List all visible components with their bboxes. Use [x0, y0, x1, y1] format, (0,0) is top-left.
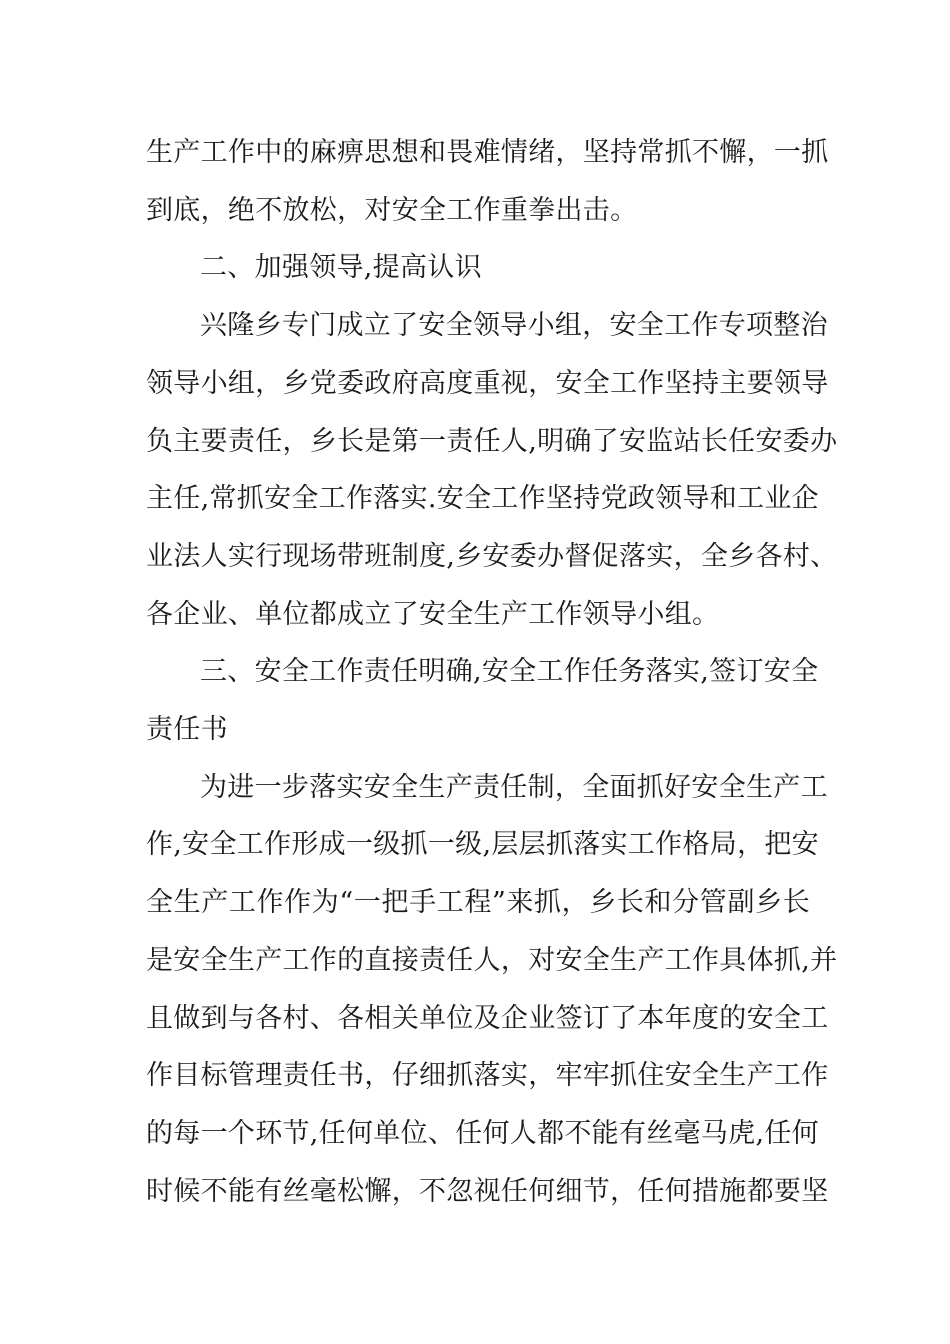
text-line: 业法人实行现场带班制度,乡安委办督促落实，全乡各村、 — [146, 540, 838, 572]
text-line: 到底，绝不放松，对安全工作重拳出击。 — [146, 194, 638, 226]
text-line: 兴隆乡专门成立了安全领导小组，安全工作专项整治 — [200, 310, 828, 342]
paragraph-leadership — [146, 297, 838, 643]
text-line: 是安全生产工作的直接责任人，对安全生产工作具体抓,并 — [146, 944, 838, 976]
document-body — [146, 124, 838, 1220]
text-line: 且做到与各村、各相关单位及企业签订了本年度的安全工 — [146, 1002, 829, 1034]
text-line: 作目标管理责任书，仔细抓落实，牢牢抓住安全生产工作 — [146, 1060, 829, 1092]
paragraph-continuation — [146, 124, 829, 239]
paragraph-responsibility — [146, 759, 838, 1221]
heading-text: 二、加强领导,提高认识 — [200, 252, 482, 284]
text-line: 作,安全工作形成一级抓一级,层层抓落实工作格局，把安 — [146, 829, 819, 861]
text-line: 为进一步落实安全生产责任制，全面抓好安全生产工 — [200, 771, 828, 803]
section-heading-2 — [146, 239, 810, 297]
text-line: 生产工作中的麻痹思想和畏难情绪，坚持常抓不懈，一抓 — [146, 137, 829, 168]
text-line: 领导小组，乡党委政府高度重视，安全工作坚持主要领导 — [146, 367, 829, 399]
text-line: 全生产工作作为“一把手工程”来抓，乡长和分管副乡长 — [146, 887, 810, 919]
section-heading-3 — [146, 643, 819, 758]
text-line: 各企业、单位都成立了安全生产工作领导小组。 — [146, 598, 720, 630]
heading-text: 责任书 — [146, 714, 228, 746]
text-line: 的每一个环节,任何单位、任何人都不能有丝毫马虎,任何 — [146, 1117, 819, 1149]
text-line: 时候不能有丝毫松懈，不忽视任何细节，任何措施都要坚 — [146, 1175, 829, 1207]
heading-text: 三、安全工作责任明确,安全工作任务落实,签订安全 — [200, 656, 819, 688]
text-line: 主任,常抓安全工作落实.安全工作坚持党政领导和工业企 — [146, 483, 819, 515]
text-line: 负主要责任，乡长是第一责任人,明确了安监站长任安委办 — [146, 425, 838, 457]
